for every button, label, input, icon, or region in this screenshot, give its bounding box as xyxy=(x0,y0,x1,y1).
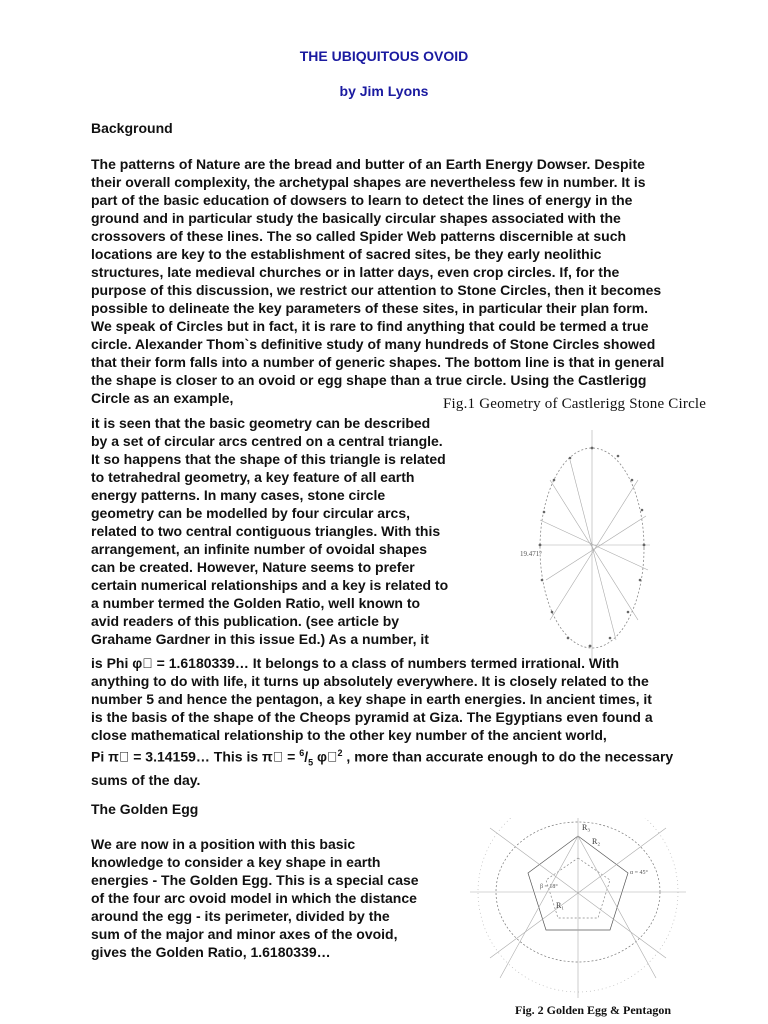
text-line: knowledge to consider a key shape in earth xyxy=(91,854,381,870)
text-line: is the basis of the shape of the Cheops pyramid at Giza. The Egyptians even found a xyxy=(91,709,653,725)
figure2-label-beta: β = 18° xyxy=(540,884,558,890)
text-line: Circle as an example, xyxy=(91,390,234,406)
text-line: a number termed the Golden Ratio, well known to xyxy=(91,595,421,611)
section-heading-background: Background xyxy=(91,120,173,136)
text-line: close mathematical relationship to the other key number of the ancient world, xyxy=(91,727,607,743)
golden-egg-paragraph xyxy=(91,835,419,961)
author-byline: by Jim Lyons xyxy=(339,83,429,99)
pi-subscript: 5 xyxy=(308,757,314,768)
text-line: geometry can be modelled by four circular arcs, xyxy=(91,505,410,521)
figure1-castlerigg-diagram xyxy=(520,420,668,666)
figure2-caption: Fig. 2 Golden Egg & Pentagon xyxy=(515,1003,672,1017)
phi-paragraph xyxy=(91,654,673,789)
text-line: avid readers of this publication. (see article by xyxy=(91,613,400,629)
background-paragraph xyxy=(91,155,664,407)
text-line: energy patterns. In many cases, stone circle xyxy=(91,487,386,503)
text-line: purpose of this discussion, we restrict our attention to Stone Circles, then it becomes xyxy=(91,282,662,298)
text-line: that their form falls into a number of generic shapes. The bottom line is that in general xyxy=(91,354,665,370)
text-line: arrangement, an infinite number of ovoidal shapes xyxy=(91,541,428,557)
text-line: number 5 and hence the pentagon, a key shape in earth energies. In ancient times, it xyxy=(91,691,652,707)
figure2-label-r1: R₁ xyxy=(556,901,565,910)
text-line: circle. Alexander Thom`s definitive study of many hundreds of Stone Circles showed xyxy=(91,336,656,352)
pi-superscript: 6 xyxy=(299,748,305,758)
text-line: related to two central contiguous triangles. With this xyxy=(91,523,441,539)
text-line: The patterns of Nature are the bread and butter of an Earth Energy Dowser. Despite xyxy=(91,156,645,172)
text-line: is Phi φ  = 1.6180339… It belongs to a class of numbers termed irrational. With xyxy=(91,655,620,671)
text-line: can be created. However, Nature seems to prefer xyxy=(91,559,415,575)
text-line: of the four arc ovoid model in which the distance xyxy=(91,890,417,906)
text-line: We speak of Circles but in fact, it is rare to find anything that could be termed a true xyxy=(91,318,649,334)
figure2-label-r2: R₂ xyxy=(592,837,601,846)
text-line: structures, late medieval churches or in latter days, even crop circles. If, for the xyxy=(91,264,620,280)
text-line: it is seen that the basic geometry can be described xyxy=(91,415,431,431)
text-line: energies - The Golden Egg. This is a special case xyxy=(91,872,419,888)
pi-text-c: φ  xyxy=(313,748,338,765)
text-line: the shape is closer to an ovoid or egg shape than a true circle. Using the Castlerigg xyxy=(91,372,647,388)
figure2-label-alpha: α = 45° xyxy=(630,870,648,876)
text-line: We are now in a position with this basic xyxy=(91,836,356,852)
text-line: their overall complexity, the archetypal shapes are nevertheless few in number. It is xyxy=(91,174,646,190)
figure2-golden-egg-diagram xyxy=(470,818,690,1000)
text-line: around the egg - its perimeter, divided by the xyxy=(91,908,390,924)
pi-slash: / xyxy=(304,748,309,765)
text-line: certain numerical relationships and a key is related to xyxy=(91,577,449,593)
pi-formula-line xyxy=(91,744,673,771)
document-title: THE UBIQUITOUS OVOID xyxy=(299,48,469,64)
text-line: crossovers of these lines. The so called Spider Web patterns discernible at such xyxy=(91,228,627,244)
text-line: sum of the major and minor axes of the ovoid, xyxy=(91,926,398,942)
section-heading-golden-egg: The Golden Egg xyxy=(91,801,199,817)
text-line: locations are key to the establishment of sacred sites, be they early neolithic xyxy=(91,246,602,262)
text-line: sums of the day. xyxy=(91,772,201,789)
text-line: part of the basic education of dowsers to learn to detect the lines of energy in the xyxy=(91,192,633,208)
text-line: anything to do with life, it turns up absolutely everywhere. It is closely related to the xyxy=(91,673,649,689)
text-line: to tetrahedral geometry, a key feature of all earth xyxy=(91,469,415,485)
pi-text-a: Pi π  = 3.14159… This is π  = xyxy=(91,748,300,765)
phi-squared-exponent: 2 xyxy=(337,748,343,758)
text-line: by a set of circular arcs centred on a central triangle. xyxy=(91,433,443,449)
text-line: It so happens that the shape of this triangle is related xyxy=(91,451,446,467)
text-line: Grahame Gardner in this issue Ed.) As a number, it xyxy=(91,631,429,647)
figure1-angle-label: 19.471° xyxy=(520,550,543,558)
figure2-label-r3: R₃ xyxy=(582,823,591,832)
text-line: possible to delineate the key parameters of these sites, in particular their plan form. xyxy=(91,300,649,316)
text-line: ground and in particular study the basically circular shapes associated with the xyxy=(91,210,621,226)
text-line: gives the Golden Ratio, 1.6180339… xyxy=(91,944,331,960)
geometry-paragraph xyxy=(91,414,448,648)
figure1-caption: Fig.1 Geometry of Castlerigg Stone Circle xyxy=(443,396,707,412)
pi-text-d: , more than accurate enough to do the necessary xyxy=(342,748,674,765)
